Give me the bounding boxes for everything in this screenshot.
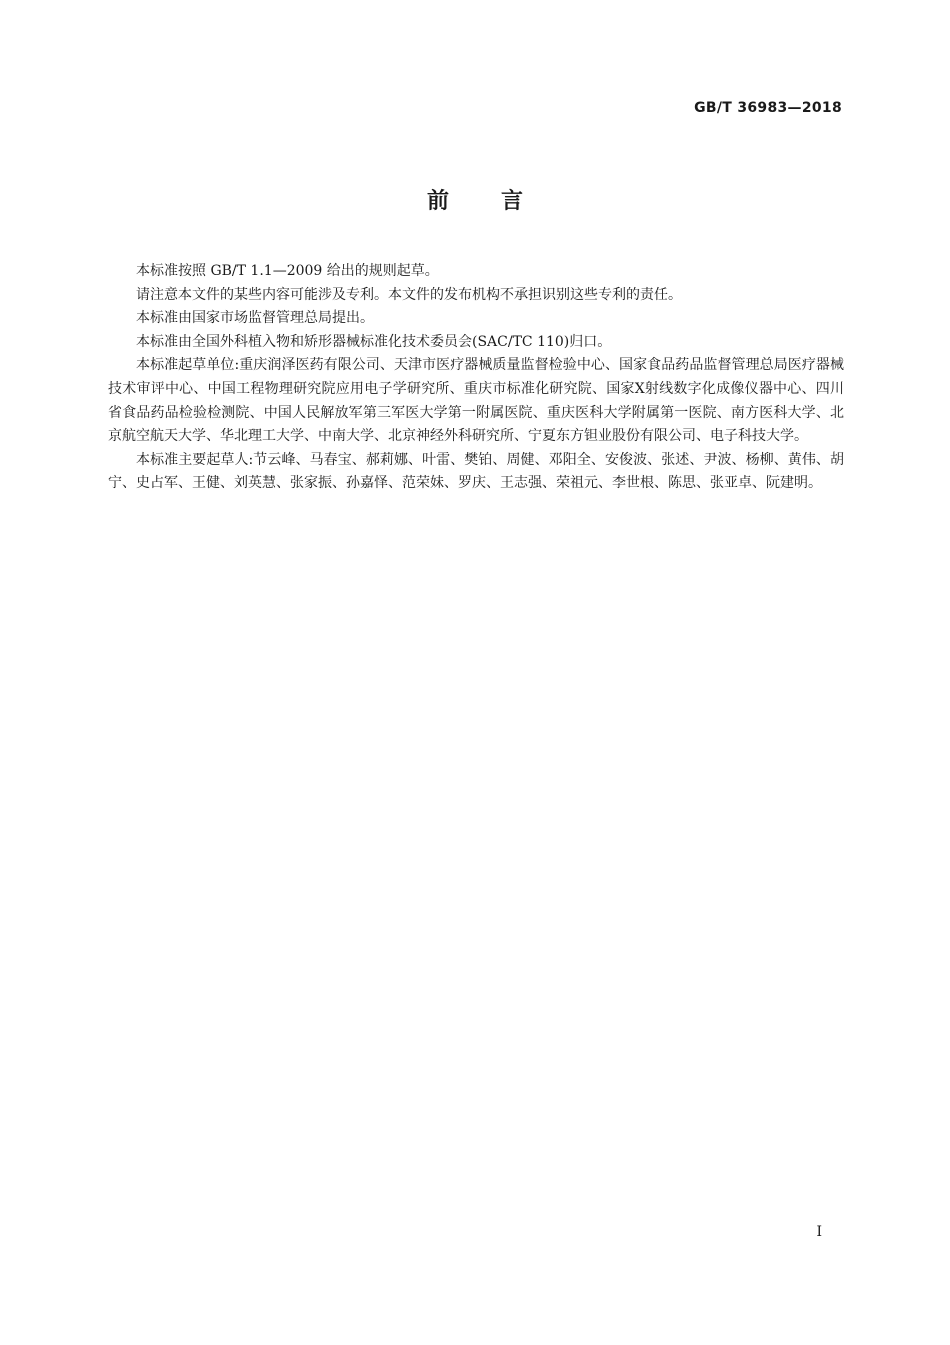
paragraph-patent-notice: 请注意本文件的某些内容可能涉及专利。本文件的发布机构不承担识别这些专利的责任。 [136, 286, 682, 303]
paragraph-proposed-by: 本标准由国家市场监督管理总局提出。 [136, 310, 374, 327]
paragraph-under-jurisdiction: 本标准由全国外科植入物和矫形器械标准化技术委员会(SAC/TC 110)归口。 [136, 333, 612, 350]
paragraph-drafting-rules: 本标准按照 GB/T 1.1—2009 给出的规则起草。 [136, 263, 439, 279]
page-number: I [816, 1224, 822, 1240]
standard-code: GB/T 36983—2018 [694, 100, 842, 116]
paragraph-main-drafters: 本标准主要起草人:节云峰、马春宝、郝莉娜、叶雷、樊铂、周健、邓阳全、安俊波、张述、尹波、杨柳、黄伟、胡宁、史占军、王健、刘英慧、张家振、孙嘉怿、范荣妹、罗庆、王志强、荣祖元、李世根、陈思、张亚卓、阮建明。 [108, 451, 844, 492]
page-title: 前言 [426, 189, 575, 214]
foreword-body [108, 260, 844, 496]
paragraph-drafting-units: 本标准起草单位:重庆润泽医药有限公司、天津市医疗器械质量监督检验中心、国家食品药品监督管理总局医疗器械技术审评中心、中国工程物理研究院应用电子学研究所、重庆市标准化研究院、国家X射线数字化成像仪器中心、四川省食品药品检验检测院、中国人民解放军第三军医大学第一附属医院、重庆医科大学附属第一医院、南方医科大学、北京航空航天大学、华北理工大学、中南大学、北京神经外科研究所、宁夏东方钽业股份有限公司、电子科技大学。 [108, 357, 844, 445]
